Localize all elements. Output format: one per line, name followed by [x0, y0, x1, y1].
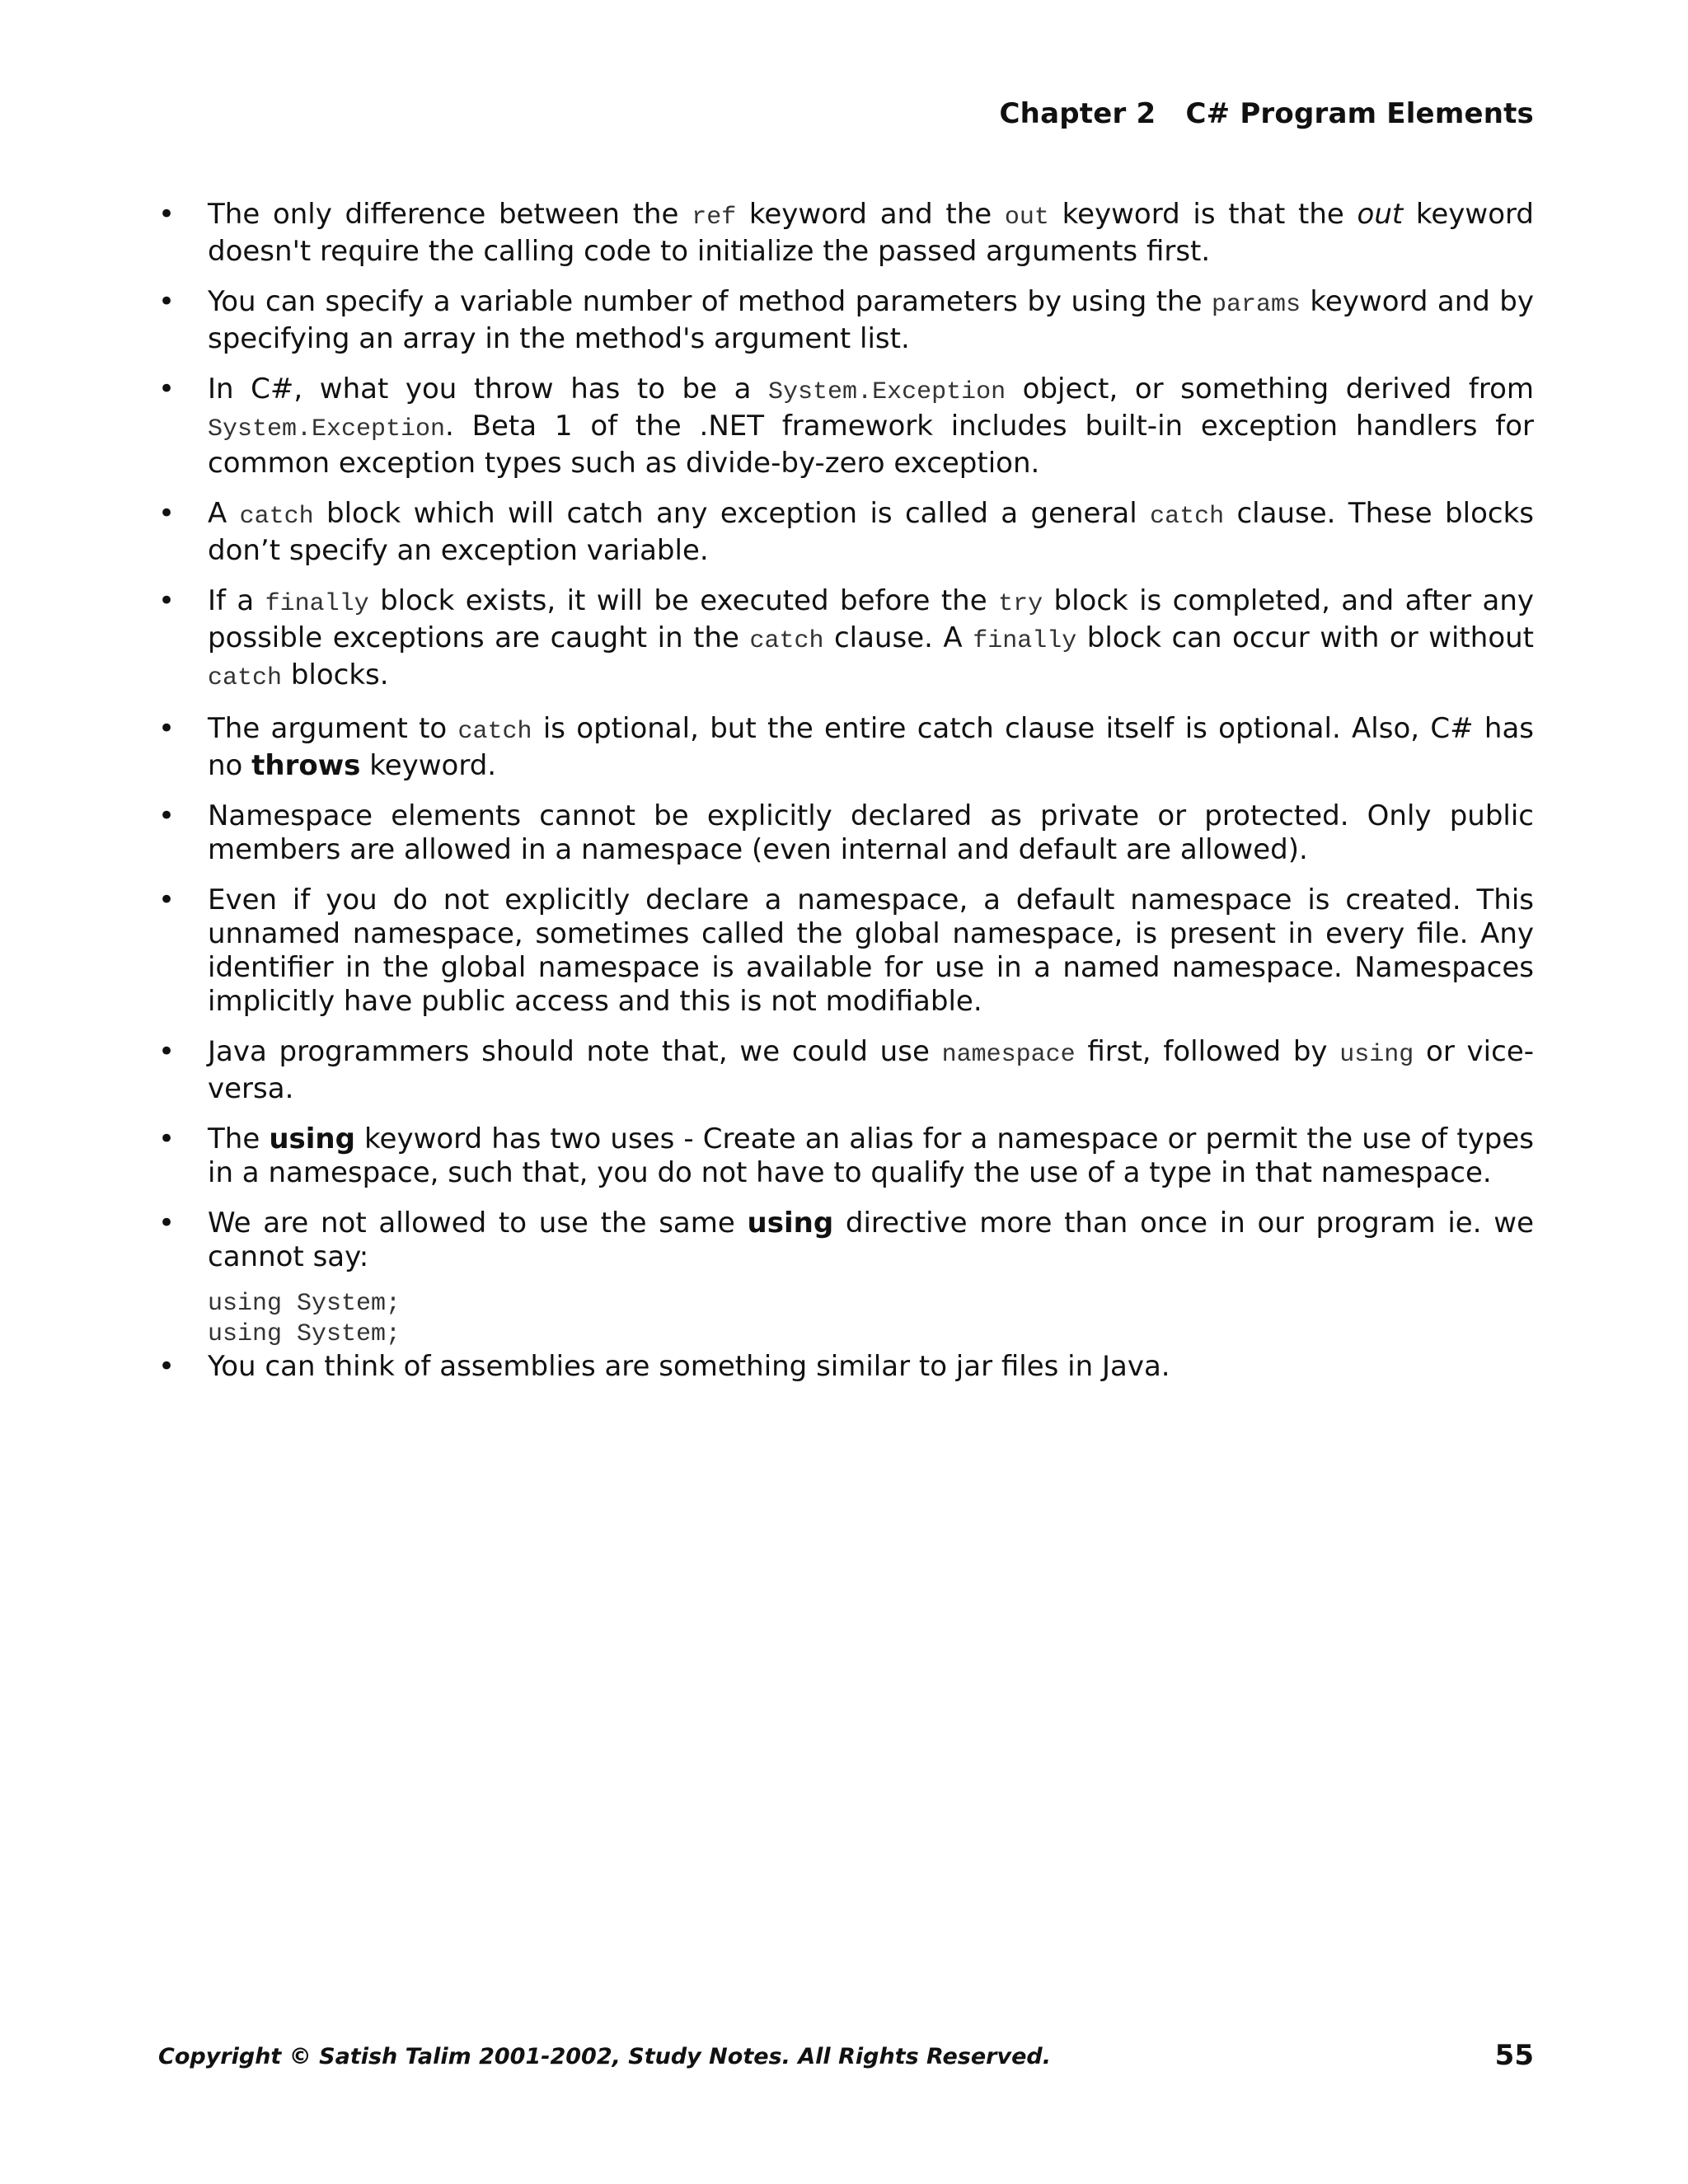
- text-run: The argument to: [208, 712, 458, 745]
- bullet-icon: •: [158, 1122, 176, 1155]
- inline-code: params: [1211, 291, 1301, 319]
- text-run: keyword has two uses - Create an alias for a namespace or permit the use of types in a namespace, such that, you do not have to qualify the use of a type in that namespace.: [208, 1122, 1534, 1189]
- text-run: clause. These blocks don’t specify an exception variable.: [208, 497, 1534, 567]
- inline-code: catch: [239, 503, 314, 531]
- text-run: The only difference between the: [208, 198, 692, 231]
- list-item-text: [208, 712, 1534, 783]
- list-item: [158, 497, 1534, 568]
- list-item-text: [208, 285, 1534, 356]
- bullet-icon: •: [158, 584, 176, 617]
- text-run: Even if you do not explicitly declare a namespace, a default namespace is created. This unnamed namespace, sometimes called the global namespace, is present in every file. Any identifier in the global namespace is available for use in a named namespace. Namespaces implicitly have public access and this is not modifiable.: [208, 883, 1534, 1018]
- text-run: We are not allowed to use the same: [208, 1207, 748, 1240]
- text-run: You can think of assemblies are something similar to jar files in Java.: [208, 1350, 1170, 1383]
- bullet-icon: •: [158, 883, 176, 916]
- text-run: If a: [208, 584, 265, 617]
- bullet-icon: •: [158, 1207, 176, 1240]
- text-run: keyword and by specifying an array in the method's argument list.: [208, 285, 1534, 355]
- list-item: [158, 1122, 1534, 1190]
- list-item: [158, 883, 1534, 1019]
- text-run: The: [208, 1122, 270, 1155]
- page-number: 55: [1494, 2039, 1534, 2072]
- text-run: Namespace elements cannot be explicitly declared as private or protected. Only public members are allowed in a namespace (even internal and default are allowed).: [208, 799, 1534, 866]
- bullet-list: [158, 198, 1534, 1384]
- text-run: block which will catch any exception is called a general: [313, 497, 1151, 530]
- bullet-icon: •: [158, 799, 176, 832]
- text-run: object, or something derived from: [1006, 373, 1534, 405]
- inline-code: System.Exception: [208, 415, 446, 443]
- text-run: directive more than once in our program ie. we cannot say:: [208, 1207, 1534, 1273]
- list-item: [158, 1035, 1534, 1106]
- text-run: block can occur with or without: [1076, 621, 1534, 654]
- text-run: A: [208, 497, 240, 530]
- bullet-icon: •: [158, 285, 176, 318]
- text-run: keyword is that the: [1048, 198, 1357, 231]
- inline-code: System.Exception: [768, 378, 1006, 406]
- code-block: [158, 1289, 1534, 1350]
- bold-keyword: throws: [251, 749, 361, 782]
- list-item-text: [208, 198, 1534, 269]
- bullet-icon: •: [158, 497, 176, 530]
- inline-code: out: [1004, 204, 1049, 232]
- list-item: [158, 1350, 1534, 1384]
- text-run: In C#, what you throw has to be a: [208, 373, 769, 405]
- text-run: You can specify a variable number of method parameters by using the: [208, 285, 1212, 318]
- text-run: first, followed by: [1075, 1035, 1340, 1068]
- footer-copyright: Copyright © Satish Talim 2001-2002, Study Notes. All Rights Reserved.: [158, 2044, 1051, 2069]
- bullet-icon: •: [158, 373, 176, 405]
- list-item-text: [208, 883, 1534, 1019]
- inline-code: catch: [208, 664, 283, 692]
- list-item: [158, 712, 1534, 783]
- list-item: [158, 799, 1534, 867]
- bold-keyword: using: [747, 1207, 834, 1240]
- bullet-icon: •: [158, 1350, 176, 1383]
- bold-keyword: using: [269, 1122, 355, 1155]
- bullet-icon: •: [158, 712, 176, 745]
- list-item-text: [208, 584, 1534, 696]
- text-run: keyword doesn't require the calling code to initialize the passed arguments first.: [208, 198, 1534, 268]
- list-item-text: [208, 373, 1534, 480]
- code-line: using System;: [208, 1290, 401, 1318]
- list-item: [158, 1207, 1534, 1274]
- text-run: is optional, but the entire catch clause itself is optional. Also, C# has no: [208, 712, 1534, 782]
- italic-keyword: out: [1357, 198, 1404, 231]
- text-run: block exists, it will be executed before the: [368, 584, 999, 617]
- inline-code: catch: [457, 718, 532, 746]
- list-item: [158, 373, 1534, 480]
- list-item: [158, 198, 1534, 269]
- inline-code: ref: [692, 204, 737, 232]
- inline-code: namespace: [941, 1041, 1076, 1069]
- list-item-text: [208, 799, 1534, 867]
- list-item-text: [208, 1350, 1534, 1384]
- inline-code: catch: [749, 627, 824, 655]
- code-line: using System;: [208, 1320, 401, 1348]
- inline-code: try: [998, 590, 1043, 618]
- inline-code: finally: [265, 590, 369, 618]
- inline-code: finally: [973, 627, 1077, 655]
- list-item-text: [208, 1122, 1534, 1190]
- page-body: [158, 198, 1534, 1400]
- text-run: blocks.: [282, 658, 389, 691]
- text-run: clause. A: [823, 621, 973, 654]
- text-run: keyword and the: [736, 198, 1005, 231]
- inline-code: catch: [1150, 503, 1225, 531]
- text-run: keyword.: [360, 749, 497, 782]
- text-run: block is completed, and after any possible exceptions are caught in the: [208, 584, 1535, 654]
- list-item: [158, 285, 1534, 356]
- list-item: [158, 584, 1534, 696]
- list-item-text: [208, 1035, 1534, 1106]
- inline-code: using: [1339, 1041, 1414, 1069]
- text-run: Java programmers should note that, we could use: [208, 1035, 942, 1068]
- chapter-header: Chapter 2 C# Program Elements: [999, 97, 1534, 130]
- bullet-icon: •: [158, 198, 176, 231]
- list-item-text: [208, 1207, 1534, 1274]
- list-item-text: [208, 497, 1534, 568]
- text-run: . Beta 1 of the .NET framework includes built-in exception handlers for common exception types such as divide-by-zero exception.: [208, 410, 1534, 480]
- text-run: or vice-versa.: [208, 1035, 1535, 1105]
- bullet-icon: •: [158, 1035, 176, 1068]
